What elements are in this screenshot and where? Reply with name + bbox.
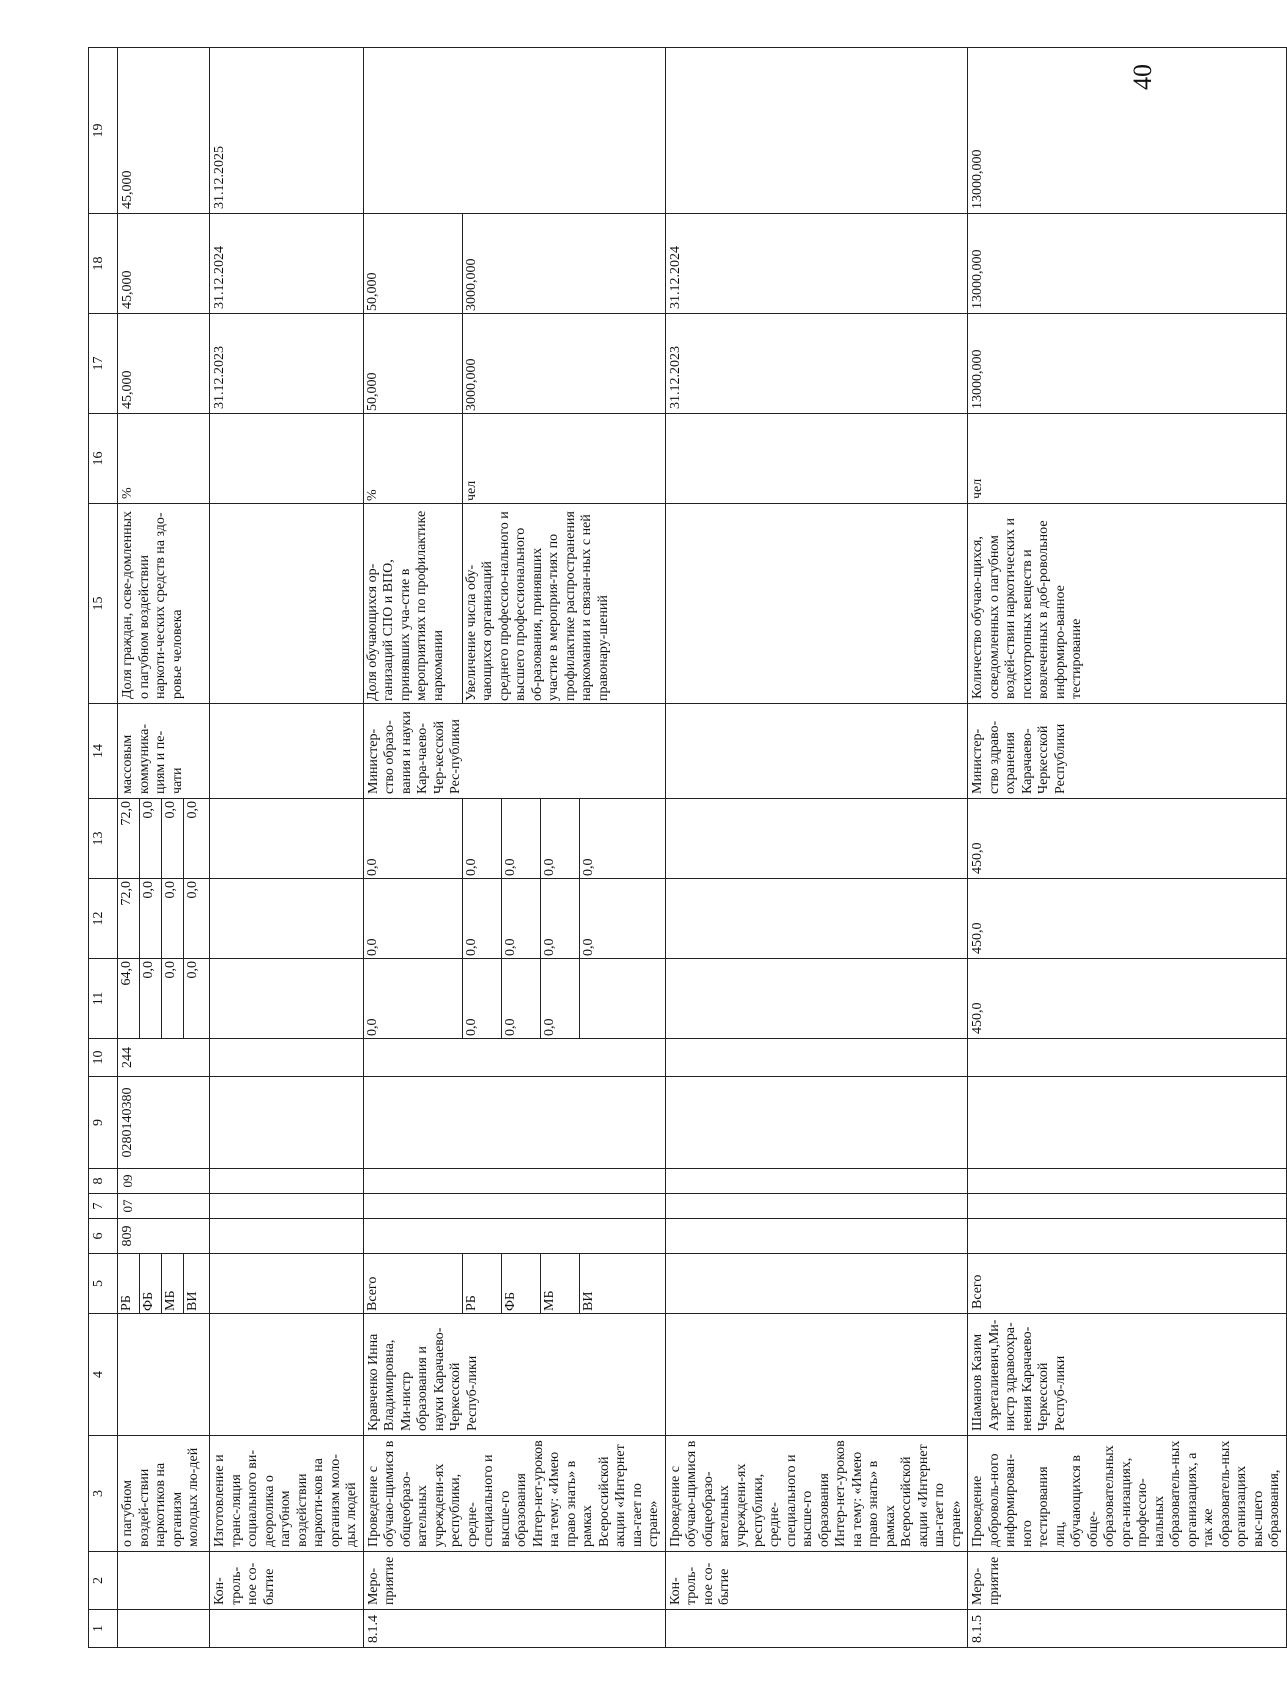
cell-value-2024 — [363, 214, 665, 314]
cell-value-2023: 45,000 — [118, 314, 210, 414]
cell-name: Проведение с обучаю-щимися в общеобразо-вательных учреждени-ях республики, средне-специального и высше-го образования Интер-нет-уроков на тему: «Имею право знать» в рамках Всероссийской акции «Интернет ша-гает по стране» — [363, 1436, 665, 1552]
cell-amount-2023 — [118, 959, 210, 1039]
cell-number — [118, 1610, 210, 1648]
col-header: 18 — [89, 214, 118, 314]
cell-number — [665, 1610, 967, 1648]
cell-funding-source — [118, 1254, 210, 1314]
col-header: 9 — [89, 1077, 118, 1169]
col-header: 14 — [89, 704, 118, 799]
amount-value: 72,0 — [118, 879, 140, 958]
cell-responsible: Шаманов Казим Азреталиевич,Ми-нистр здравоохра-нения Карачаево-Черкесской Респуб-лики — [968, 1314, 1287, 1436]
col-header: 11 — [89, 959, 118, 1039]
cell-amount-2024: 450,0 — [968, 879, 1287, 959]
funding-source: ВИ — [185, 1291, 200, 1311]
amount-value: 0,0 — [462, 959, 501, 1038]
col-header: 15 — [89, 504, 118, 704]
amount-value: 0,0 — [364, 959, 463, 1038]
amount-value: 0,0 — [501, 799, 540, 878]
cell-date-2023: 31.12.2023 — [665, 314, 967, 414]
cell-amount-2025 — [363, 799, 665, 879]
cell-unit — [363, 414, 665, 504]
indicator-value: 50,000 — [364, 214, 463, 313]
cell-name: о пагубном воздей-ствии наркотиков на организм молодых лю-дей — [118, 1436, 210, 1552]
cell-number: 8.1.4 — [363, 1610, 665, 1648]
cell-subsection: 09 — [118, 1169, 210, 1194]
cell-indicator — [363, 504, 665, 704]
cell-unit: чел — [968, 414, 1287, 504]
cell-value-2025: 13000,000 — [968, 48, 1287, 214]
table-row — [968, 48, 1287, 1648]
cell-grbs: 809 — [118, 1219, 210, 1254]
amount-value: 0,0 — [462, 799, 501, 878]
col-header: 10 — [89, 1039, 118, 1077]
amount-value: 0,0 — [364, 879, 463, 958]
funding-source: ФБ — [501, 1254, 540, 1313]
col-header: 12 — [89, 879, 118, 959]
cell-name: Проведение с обучаю-щимися в общеобразо-вательных учреждени-ях республики, средне-специального и высше-го образования Интер-нет-уроков на тему: «Имею право знать» в рамках Всероссийской акции «Интернет ша-гает по стране» — [665, 1436, 967, 1552]
cell-name: Изготовление и транс-ляция социального ви-деоролика о пагубном воздействии наркоти-ков на организм моло-дых людей — [210, 1436, 364, 1552]
cell-amount-2024 — [363, 879, 665, 959]
funding-source: РБ — [462, 1254, 501, 1313]
col-header: 3 — [89, 1436, 118, 1552]
cell-type: Кон-троль-ное со-бытие — [665, 1552, 967, 1610]
unit-value: % — [364, 414, 463, 503]
amount-value: 0,0 — [580, 938, 596, 956]
col-header: 7 — [89, 1194, 118, 1219]
cell-executor: массовым коммуника-циям и пе-чати — [118, 704, 210, 799]
amount-value: 0,0 — [540, 799, 579, 878]
cell-funding-source — [363, 1254, 665, 1314]
amount-value: 64,0 — [118, 959, 140, 1038]
cell-type — [118, 1552, 210, 1610]
col-header: 8 — [89, 1169, 118, 1194]
col-header: 19 — [89, 48, 118, 214]
cell-type: Меро-приятие — [968, 1552, 1287, 1610]
amount-value: 0,0 — [140, 879, 162, 958]
cell-amount-2023: 450,0 — [968, 959, 1287, 1039]
amount-value: 0,0 — [162, 959, 184, 1038]
amount-value: 0,0 — [540, 879, 579, 958]
funding-source: МБ — [540, 1254, 579, 1313]
col-header: 2 — [89, 1552, 118, 1610]
cell-executor: Министер-ство здраво-охранения Карачаево-Черкесской Республики — [968, 704, 1287, 799]
amount-value: 0,0 — [162, 799, 184, 878]
cell-date-2025: 31.12.2025 — [210, 48, 364, 214]
indicator-value: 3000,000 — [463, 258, 479, 311]
table-row — [665, 48, 967, 1648]
cell-value-2024: 13000,000 — [968, 214, 1287, 314]
cell-expense-type: 244 — [118, 1039, 210, 1077]
amount-value: 0,0 — [162, 879, 184, 958]
amount-value: 0,0 — [140, 799, 162, 878]
program-table — [88, 47, 1287, 1648]
cell-value-2025 — [363, 48, 665, 214]
amount-value: 0,0 — [140, 959, 162, 1038]
funding-source: Всего — [364, 1254, 463, 1313]
cell-funding-source: Всего — [968, 1254, 1287, 1314]
cell-type: Меро-приятие — [363, 1552, 665, 1610]
col-header: 17 — [89, 314, 118, 414]
cell-executor: Министер-ство образо-вания и науки Кара-чаево-Чер-кесской Рес-публики — [363, 704, 665, 799]
cell-responsible — [210, 1314, 364, 1436]
amount-value: 72,0 — [118, 799, 140, 878]
rotated-page-area — [88, 48, 1283, 1648]
cell-responsible: Кравченко Инна Владимировна, Ми-нистр образования и науки Карачаево-Черкесской Респуб-лики — [363, 1314, 665, 1436]
cell-date-2024: 31.12.2024 — [210, 214, 364, 314]
cell-target-article: 0280140380 — [118, 1077, 210, 1169]
cell-name: Проведение доброволь-ного информирован-ного тестирования лиц, обучающихся в обще-образовательных орга-низациях, профессио-нальных образователь-ных организациях, а так же образователь-ных организациях выс-шего образования, — [968, 1436, 1287, 1552]
cell-number: 8.1.5 — [968, 1610, 1287, 1648]
indicator-text: Доля обучающихся ор-ганизаций СПО и ВПО, принявших уча-стие в мероприятиях по профилактике наркомании — [364, 504, 463, 703]
cell-unit: % — [118, 414, 210, 504]
cell-section: 07 — [118, 1194, 210, 1219]
col-header: 4 — [89, 1314, 118, 1436]
table-row — [363, 48, 665, 1648]
funding-source: МБ — [162, 1254, 184, 1313]
funding-source: ВИ — [580, 1291, 596, 1311]
indicator-value: 3000,000 — [463, 358, 479, 411]
cell-number — [210, 1610, 364, 1648]
indicator-text: Увеличение числа обу-чающихся организаций среднего профессио-нального и высшего профессионального об-разования, принявших участие в мероприя-тиях по профилактике распространения наркомании и связан-ных с ней правонару-шений — [463, 511, 611, 701]
amount-value: 0,0 — [540, 959, 579, 1038]
page-number: 40 — [1128, 64, 1157, 90]
col-header: 16 — [89, 414, 118, 504]
cell-date-2024: 31.12.2024 — [665, 214, 967, 314]
cell-amount-2024 — [118, 879, 210, 959]
unit-value: чел — [463, 480, 479, 501]
amount-value: 0,0 — [185, 961, 200, 979]
col-header: 6 — [89, 1219, 118, 1254]
cell-value-2023: 13000,000 — [968, 314, 1287, 414]
cell-indicator: Количество обучаю-щихся, осведомленных о пагубном воздей-ствии наркотических и психотропных веществ и вовлеченных в доб-ровольное информиро-ванное тестирование — [968, 504, 1287, 704]
funding-source: РБ — [118, 1254, 140, 1313]
col-header: 13 — [89, 799, 118, 879]
cell-amount-2025 — [118, 799, 210, 879]
table-row — [210, 48, 364, 1648]
amount-value: 0,0 — [580, 858, 596, 876]
table-row — [118, 48, 210, 1648]
amount-value: 0,0 — [185, 881, 200, 899]
cell-value-2025: 45,000 — [118, 48, 210, 214]
cell-value-2024: 45,000 — [118, 214, 210, 314]
cell-type: Кон-троль-ное со-бытие — [210, 1552, 364, 1610]
cell-indicator: Доля граждан, осве-домленных о пагубном воздействии наркоти-ческих средств на здо-ровье человека — [118, 504, 210, 704]
cell-date-2023: 31.12.2023 — [210, 314, 364, 414]
amount-value: 0,0 — [501, 879, 540, 958]
cell-amount-2023 — [363, 959, 665, 1039]
cell-responsible — [118, 1314, 210, 1436]
funding-source: ФБ — [140, 1254, 162, 1313]
amount-value: 0,0 — [501, 959, 540, 1038]
indicator-value: 50,000 — [364, 314, 463, 413]
amount-value: 0,0 — [462, 879, 501, 958]
amount-value: 0,0 — [364, 799, 463, 878]
col-header: 1 — [89, 1610, 118, 1648]
column-number-row — [89, 48, 118, 1648]
col-header: 5 — [89, 1254, 118, 1314]
cell-amount-2025: 450,0 — [968, 799, 1287, 879]
amount-value: 0,0 — [185, 801, 200, 819]
rotated-table-container — [88, 48, 1283, 1648]
cell-value-2023 — [363, 314, 665, 414]
